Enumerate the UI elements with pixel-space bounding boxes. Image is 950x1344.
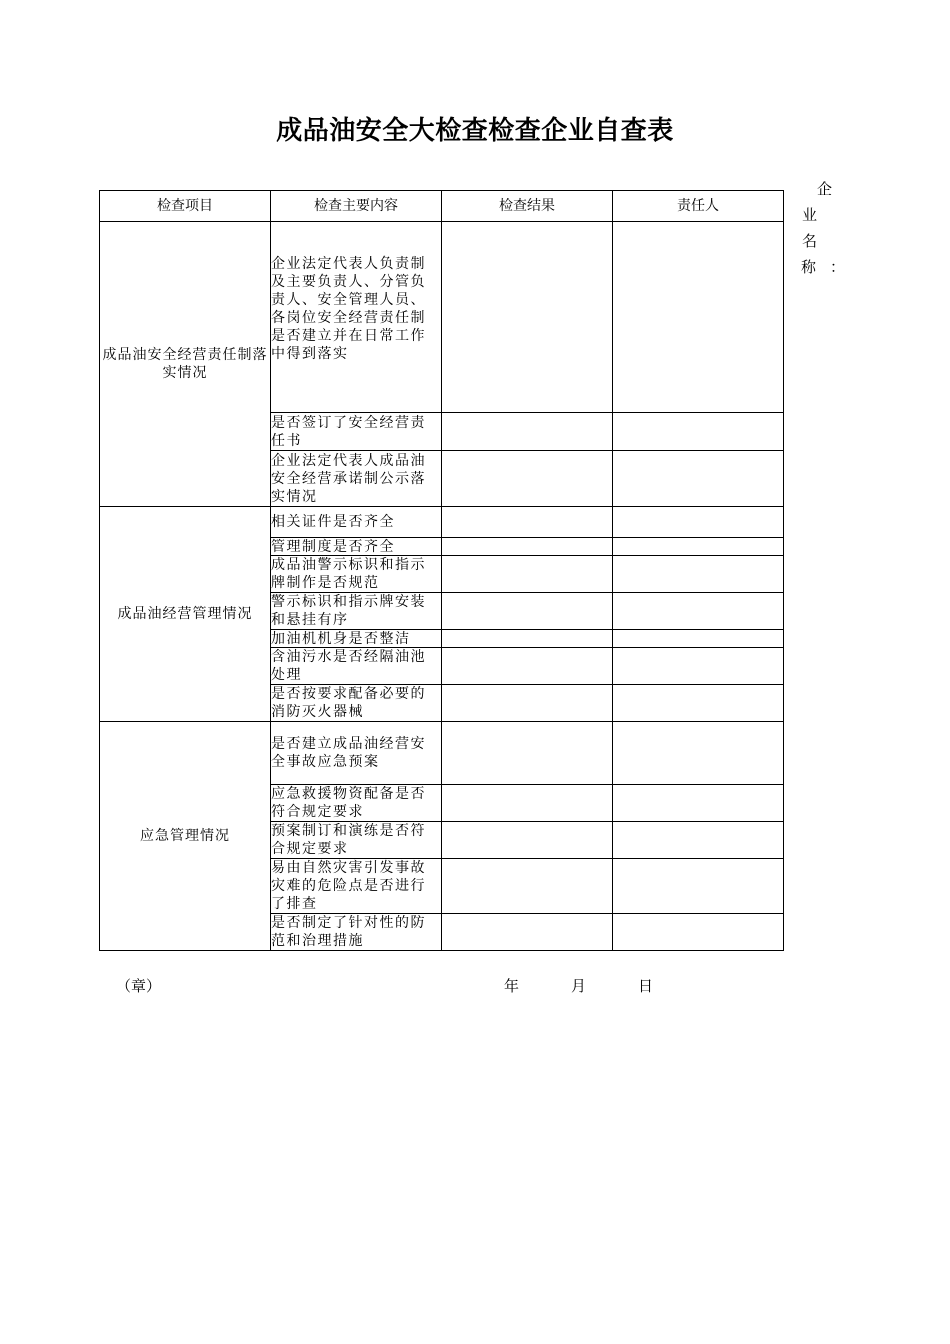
responsible-cell[interactable] bbox=[613, 222, 784, 413]
result-cell[interactable] bbox=[442, 413, 613, 451]
category-cell: 应急管理情况 bbox=[100, 722, 271, 951]
responsible-cell[interactable] bbox=[613, 785, 784, 822]
content-cell: 是否按要求配备必要的消防灭火器械 bbox=[271, 685, 442, 722]
responsible-cell[interactable] bbox=[613, 593, 784, 630]
result-cell[interactable] bbox=[442, 685, 613, 722]
result-cell[interactable] bbox=[442, 556, 613, 593]
content-cell: 含油污水是否经隔油池处理 bbox=[271, 648, 442, 685]
responsible-cell[interactable] bbox=[613, 630, 784, 648]
responsible-cell[interactable] bbox=[613, 859, 784, 914]
result-cell[interactable] bbox=[442, 630, 613, 648]
responsible-cell[interactable] bbox=[613, 685, 784, 722]
result-cell[interactable] bbox=[442, 822, 613, 859]
company-name-label bbox=[797, 176, 860, 280]
seal-label: （章） bbox=[116, 977, 162, 995]
responsible-cell[interactable] bbox=[613, 914, 784, 951]
responsible-cell[interactable] bbox=[613, 822, 784, 859]
month-label: 月 bbox=[571, 977, 587, 995]
responsible-cell[interactable] bbox=[613, 722, 784, 785]
table-row bbox=[100, 222, 784, 413]
responsible-cell[interactable] bbox=[613, 648, 784, 685]
day-label: 日 bbox=[638, 977, 654, 995]
company-label-line-3: 称： bbox=[801, 258, 860, 276]
result-cell[interactable] bbox=[442, 648, 613, 685]
page-title: 成品油安全大检查检查企业自查表 bbox=[276, 116, 674, 146]
content-cell: 警示标识和指示牌安装和悬挂有序 bbox=[271, 593, 442, 630]
result-cell[interactable] bbox=[442, 451, 613, 507]
responsible-cell[interactable] bbox=[613, 556, 784, 593]
category-cell: 成品油安全经营责任制落实情况 bbox=[100, 222, 271, 507]
content-cell: 是否签订了安全经营责任书 bbox=[271, 413, 442, 451]
result-cell[interactable] bbox=[442, 222, 613, 413]
header-main-content: 检查主要内容 bbox=[271, 191, 442, 222]
header-inspection-result: 检查结果 bbox=[442, 191, 613, 222]
content-cell: 预案制订和演练是否符合规定要求 bbox=[271, 822, 442, 859]
header-inspection-item: 检查项目 bbox=[100, 191, 271, 222]
responsible-cell[interactable] bbox=[613, 413, 784, 451]
result-cell[interactable] bbox=[442, 785, 613, 822]
responsible-cell[interactable] bbox=[613, 538, 784, 556]
content-cell: 是否制定了针对性的防范和治理措施 bbox=[271, 914, 442, 951]
content-cell: 是否建立成品油经营安全事故应急预案 bbox=[271, 722, 442, 785]
inspection-table bbox=[99, 190, 784, 951]
responsible-cell[interactable] bbox=[613, 507, 784, 538]
content-cell: 应急救援物资配备是否符合规定要求 bbox=[271, 785, 442, 822]
category-cell: 成品油经营管理情况 bbox=[100, 507, 271, 722]
result-cell[interactable] bbox=[442, 914, 613, 951]
content-cell: 企业法定代表人成品油安全经营承诺制公示落实情况 bbox=[271, 451, 442, 507]
result-cell[interactable] bbox=[442, 507, 613, 538]
responsible-cell[interactable] bbox=[613, 451, 784, 507]
result-cell[interactable] bbox=[442, 722, 613, 785]
content-cell: 易由自然灾害引发事故灾难的危险点是否进行了排查 bbox=[271, 859, 442, 914]
header-responsible-person: 责任人 bbox=[613, 191, 784, 222]
result-cell[interactable] bbox=[442, 538, 613, 556]
header-row bbox=[100, 191, 784, 222]
content-cell: 成品油警示标识和指示牌制作是否规范 bbox=[271, 556, 442, 593]
year-label: 年 bbox=[504, 977, 520, 995]
result-cell[interactable] bbox=[442, 859, 613, 914]
table-row bbox=[100, 722, 784, 785]
content-cell: 相关证件是否齐全 bbox=[271, 507, 442, 538]
content-cell: 加油机机身是否整洁 bbox=[271, 630, 442, 648]
table-row bbox=[100, 507, 784, 538]
content-cell: 企业法定代表人负责制及主要负责人、分管负责人、安全管理人员、各岗位安全经营责任制是否建立并在日常工作中得到落实 bbox=[271, 222, 442, 413]
company-label-line-2: 业名 bbox=[802, 206, 832, 250]
result-cell[interactable] bbox=[442, 593, 613, 630]
content-cell: 管理制度是否齐全 bbox=[271, 538, 442, 556]
company-label-line-1: 企 bbox=[817, 180, 833, 198]
